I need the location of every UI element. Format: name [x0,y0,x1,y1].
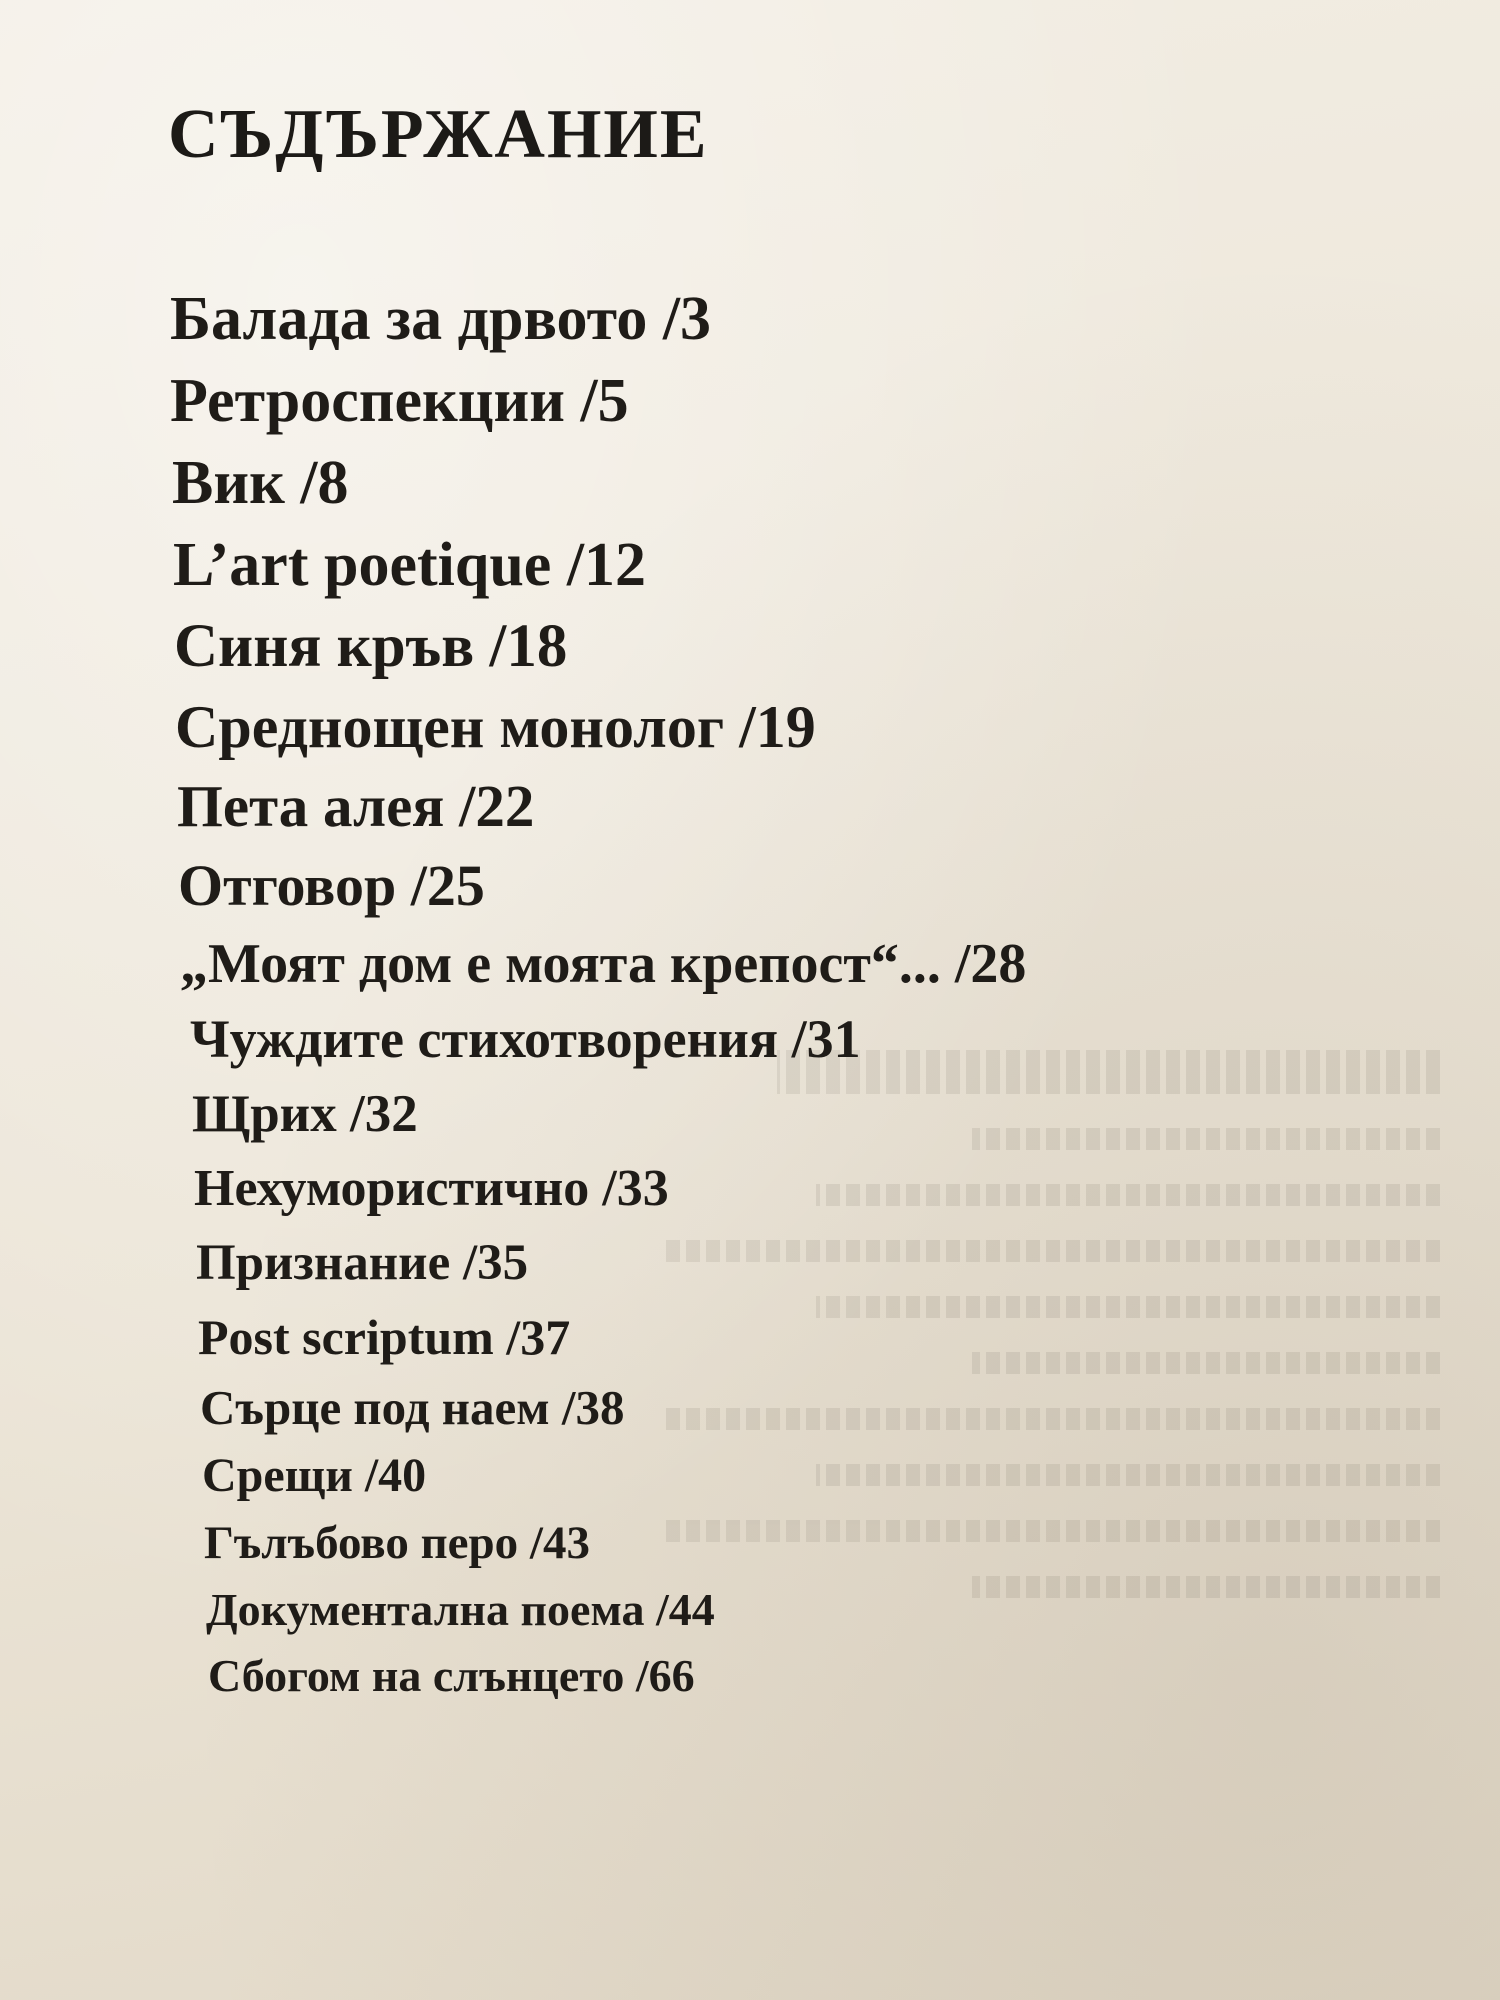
contents-entry: Балада за дрвото /3 [170,285,712,353]
contents-list [170,285,1027,1701]
contents-entry: „Моят дом е моята крепост“... /28 [180,933,1027,995]
contents-entry: Признание /35 [196,1235,529,1291]
contents-entry: Чуждите стихотворения /31 [190,1009,861,1069]
contents-entry: Вик /8 [172,449,349,517]
contents-entry: Документална поема /44 [206,1584,715,1635]
contents-entry: Среднощен монолог /19 [175,694,816,760]
contents-entry: Нехумористично /33 [194,1160,669,1217]
contents-entry: Отговор /25 [178,853,485,918]
contents-entry: Сърце под наем /38 [200,1380,625,1435]
contents-entry: Щрих /32 [192,1085,418,1143]
page-title: СЪДЪРЖАНИЕ [168,96,709,173]
contents-entry: Срещи /40 [202,1449,427,1502]
contents-entry: Ретроспекции /5 [170,367,629,435]
contents-entry: L’art poetique /12 [173,531,647,599]
contents-entry: Пета алея /22 [177,773,535,839]
contents-entry: Гълъбово перо /43 [204,1517,590,1569]
contents-entry: Синя кръв /18 [174,613,568,680]
contents-entry: Post scriptum /37 [198,1309,571,1365]
contents-entry: Сбогом на слънцето /66 [208,1650,695,1701]
